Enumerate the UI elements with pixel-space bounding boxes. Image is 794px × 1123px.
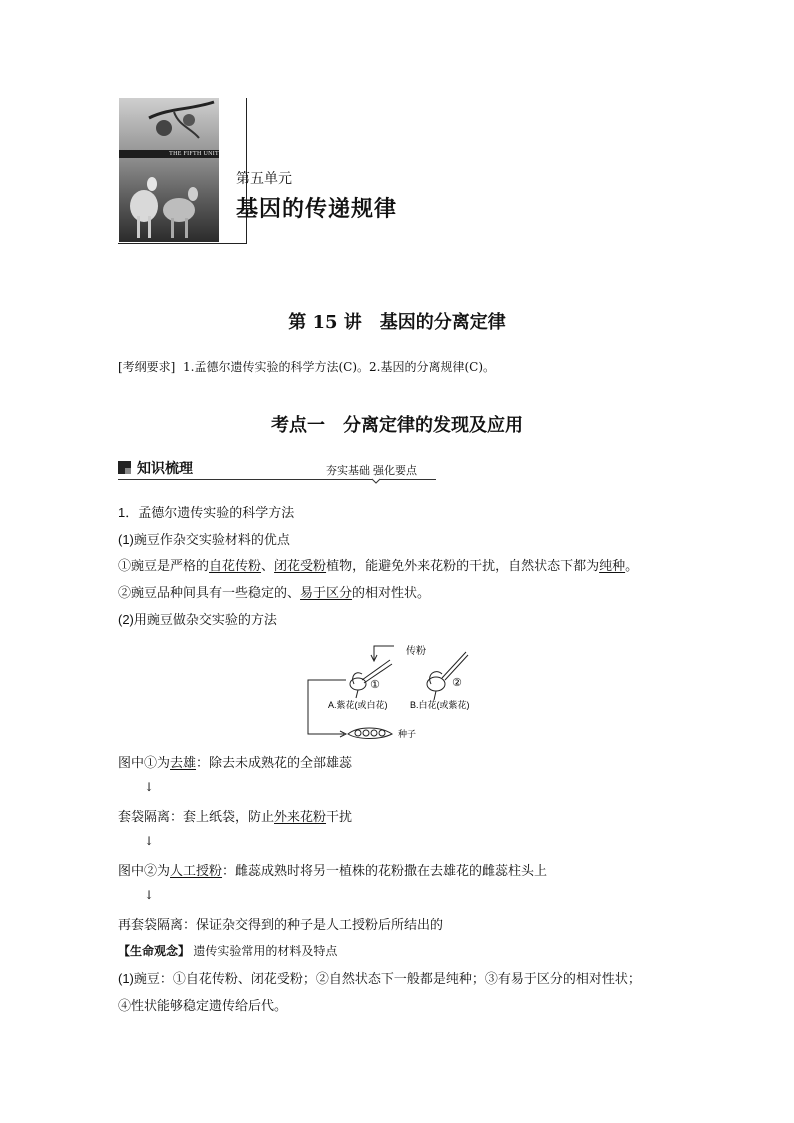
step-rebagging: 再套袋隔离：保证杂交得到的种子是人工授粉后所结出的 <box>118 917 444 932</box>
lecture-title: 第 15 讲 基因的分离定律 <box>288 312 506 333</box>
para-cross-method: (2)用豌豆做杂交实验的方法 <box>118 612 277 627</box>
unit-banner: THE FIFTH UNIT <box>119 150 219 158</box>
pea-features-1: (1)豌豆：①自花传粉、闭花受粉；②自然状态下一般都是纯种；③有易于区分的相对性状； <box>118 971 641 986</box>
para-pea-advantages: (1)豌豆作杂交实验材料的优点 <box>118 532 290 547</box>
answer-blank: 易于区分 <box>300 585 353 600</box>
flow-arrow-icon: ↓ <box>144 888 155 902</box>
label-flower-b: B.白花(或紫花) <box>410 700 470 710</box>
syllabus-requirement <box>118 358 495 375</box>
life-concept <box>118 942 337 960</box>
life-concept-tag: 【生命观念】 <box>118 944 191 958</box>
unit-cover-image <box>119 98 219 242</box>
point-title: 考点一 分离定律的发现及应用 <box>271 415 523 436</box>
pea-features-2: ④性状能够稳定遗传给后代。 <box>118 998 288 1013</box>
section-notch-icon <box>372 476 380 484</box>
label-pollination: 传粉 <box>406 646 426 657</box>
syllabus-tag: [考纲要求] <box>118 360 176 374</box>
step-bagging: 套袋隔离：套上纸袋，防止外来花粉干扰 <box>118 809 353 824</box>
section-label: 知识梳理 <box>137 460 193 476</box>
answer-blank: 去雄 <box>170 755 197 770</box>
syllabus-text: 1.孟德尔遗传实验的科学方法(C)。2.基因的分离规律(C)。 <box>183 360 496 374</box>
para-pea-point-1: ①豌豆是严格的自花传粉、闭花受粉植物，能避免外来花粉的干扰，自然状态下都为纯种。 <box>118 558 639 573</box>
section-tagline: 夯实基础 强化要点 <box>326 465 418 477</box>
answer-blank: 纯种 <box>599 558 626 573</box>
heading-method: 1．孟德尔遗传实验的科学方法 <box>118 505 295 520</box>
mark-step-1: ① <box>370 678 380 691</box>
life-concept-text: 遗传实验常用的材料及特点 <box>190 944 338 958</box>
unit-subtitle: 第五单元 <box>236 170 292 186</box>
deer-photo-graphic <box>119 98 219 242</box>
step-pollination: 图中②为人工授粉：雌蕊成熟时将另一植株的花粉撒在去雄花的雌蕊柱头上 <box>118 863 548 878</box>
answer-blank: 闭花受粉 <box>274 558 327 573</box>
step-emasculation: 图中①为去雄：除去未成熟花的全部雄蕊 <box>118 755 353 770</box>
flow-arrow-icon: ↓ <box>144 834 155 848</box>
answer-blank: 外来花粉 <box>274 809 327 824</box>
mark-step-2: ② <box>452 676 462 689</box>
answer-blank: 自花传粉 <box>209 558 262 573</box>
label-flower-a: A.紫花(或白花) <box>328 700 388 710</box>
answer-blank: 人工授粉 <box>170 863 223 878</box>
unit-title: 基因的传递规律 <box>236 196 398 221</box>
section-divider <box>118 479 436 480</box>
section-square-icon <box>118 461 131 474</box>
flow-arrow-icon: ↓ <box>144 780 155 794</box>
pollination-diagram <box>306 640 498 750</box>
para-pea-point-2: ②豌豆品种间具有一些稳定的、易于区分的相对性状。 <box>118 585 431 600</box>
label-seed: 种子 <box>398 729 417 739</box>
